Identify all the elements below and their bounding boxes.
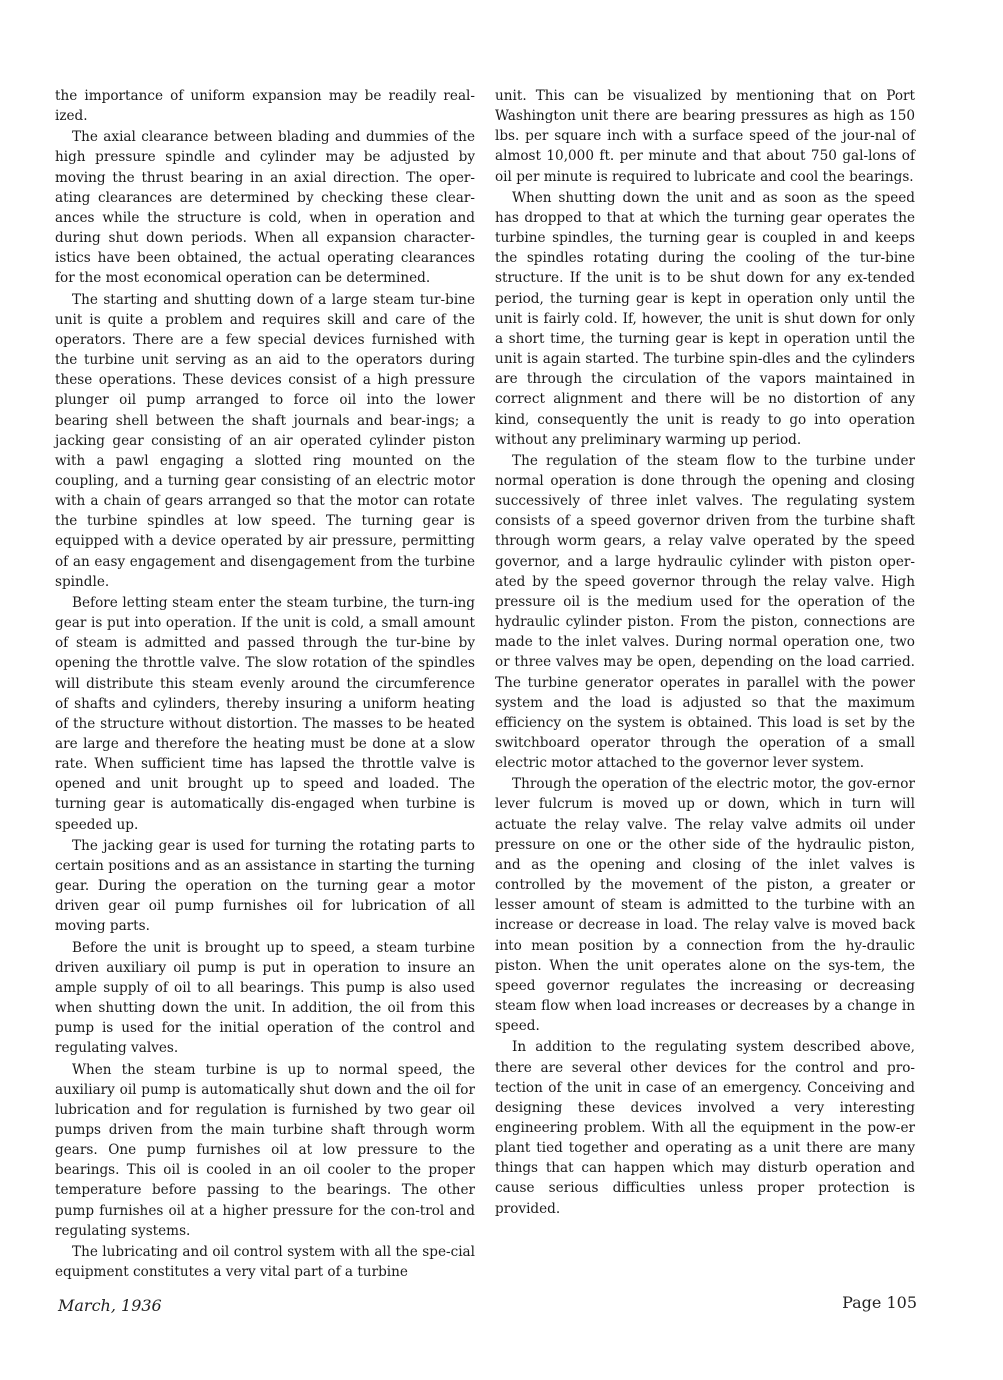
paragraph: The regulation of the steam flow to the turbine under normal operation is done through the opening and closing successively of three inlet valves. The regulating system consists of a speed governor driven from the turbine shaft through worm gears, a relay valve operated by the speed governor, and a large hydraulic cylinder with piston oper-ated by the speed governor through the relay valve. High pressure oil is the medium used for the operation of the hydraulic cylinder piston. From the piston, connections are made to the inlet valves. During normal operation one, two or three valves may be open, depending on the load carried. The turbine generator operates in parallel with the power system and the load is adjusted so that the maximum efficiency on the system is obtained. This load is set by the switchboard operator through the operation of a small electric motor attached to the governor lever system. [495,452,915,772]
right-column [495,86,915,1220]
paragraph: In addition to the regulating system described above, there are several other devices for the control and pro-tection of the unit in case of an emergency. Conceiving and designing these devices involved a very interesting engineering problem. With all the equipment in the pow-er plant tied together and operating as a unit there are many things that can happen which may disturb operation and cause serious difficulties unless proper protection is provided. [495,1039,915,1217]
footer-date: March, 1936 [58,1296,162,1315]
page-number: Page 105 [842,1293,917,1312]
left-column [55,86,475,1283]
paragraph: The axial clearance between blading and dummies of the high pressure spindle and cylinder may be adjusted by moving the thrust bearing in an axial direction. The oper-ating clearances are determined by checking these clear-ances while the structure is cold, when in operation and during shut down periods. When all expansion character-istics have been obtained, the actual operating clearances for the most economical operation can be determined. [55,129,475,287]
paragraph: Before letting steam enter the steam turbine, the turn-ing gear is put into operation. If the unit is cold, a small amount of steam is admitted and passed through the tur-bine by opening the throttle valve. The slow rotation of the spindles will distribute this steam evenly around the circumference of shafts and cylinders, thereby insuring a uniform heating of the structure without distortion. The masses to be heated are large and therefore the heating must be done at a slow rate. When sufficient time has lapsed the throttle valve is opened and unit brought up to speed and loaded. The turning gear is automatically dis-engaged when turbine is speeded up. [55,594,475,833]
paragraph: The jacking gear is used for turning the rotating parts to certain positions and as an assistance in starting the turning gear. During the operation on the turning gear a motor driven gear oil pump furnishes oil for lubrication of all moving parts. [55,837,475,935]
paragraph: unit. This can be visualized by mentioning that on Port Washington unit there are bearing pressures as high as 150 lbs. per square inch with a surface speed of the jour-nal of almost 10,000 ft. per minute and that about 750 gal-lons of oil per minute is required to lubricate and cool the bearings. [495,88,915,185]
paragraph: Through the operation of the electric motor, the gov-ernor lever fulcrum is moved up or down, which in turn will actuate the relay valve. The relay valve admits oil under pressure on one or the other side of the hydraulic piston, and as the opening and closing of the inlet valves is controlled by the movement of the piston, a greater or lesser amount of steam is admitted to the turbine with an increase or decrease in load. The relay valve is moved back into mean position by a connection from the hy-draulic piston. When the unit operates alone on the sys-tem, the speed governor regulates the increasing or decreasing steam flow when load increases or decreases by a change in speed. [495,776,915,1035]
paragraph: When shutting down the unit and as soon as the speed has dropped to that at which the turning gear operates the turbine spindles, the turning gear is coupled in and keeps the spindles rotating during the cooling of the tur-bine structure. If the unit is to be shut down for any ex-tended period, the turning gear is kept in operation only until the unit is fairly cold. If, however, the unit is shut down for only a short time, the turning gear is kept in operation until the unit is again started. The turbine spin-dles and the cylinders are through the circulation of the vapors maintained in correct alignment and there will be no distortion of any kind, consequently the unit is ready to go into operation without any preliminary warming up period. [495,189,915,448]
paragraph: Before the unit is brought up to speed, a steam turbine driven auxiliary oil pump is put in operation to insure an ample supply of oil to all bearings. This pump is also used when shutting down the unit. In addition, the oil from this pump is used for the initial operation of the control and regulating valves. [55,939,475,1057]
paragraph: The lubricating and oil control system with all the spe-cial equipment constitutes a very vital part of a turbine [55,1243,475,1281]
paragraph: When the steam turbine is up to normal speed, the auxiliary oil pump is automatically shut down and the oil for lubrication and for regulation is furnished by two gear oil pumps driven from the main turbine shaft through worm gears. One pump furnishes oil at low pressure to the bearings. This oil is cooled in an oil cooler to the proper temperature before passing to the bearings. The other pump furnishes oil at a higher pressure for the con-trol and regulating systems. [55,1061,475,1239]
paragraph: the importance of uniform expansion may be readily real-ized. [55,88,475,125]
paragraph: The starting and shutting down of a large steam tur-bine unit is quite a problem and requires skill and care of the operators. There are a few special devices furnished with the turbine unit serving as an aid to the operators during these operations. These devices consist of a high pressure plunger oil pump arranged to force oil into the lower bearing shell between the shaft journals and bear-ings; a jacking gear consisting of an air operated cylinder piston with a pawl engaging a slotted ring mounted on the coupling, and a turning gear consisting of an electric motor with a chain of gears arranged so that the motor can rotate the turbine spindles at low speed. The turning gear is equipped with a device operated by air pressure, permitting of an easy engagement and disengagement from the turbine spindle. [55,291,475,590]
